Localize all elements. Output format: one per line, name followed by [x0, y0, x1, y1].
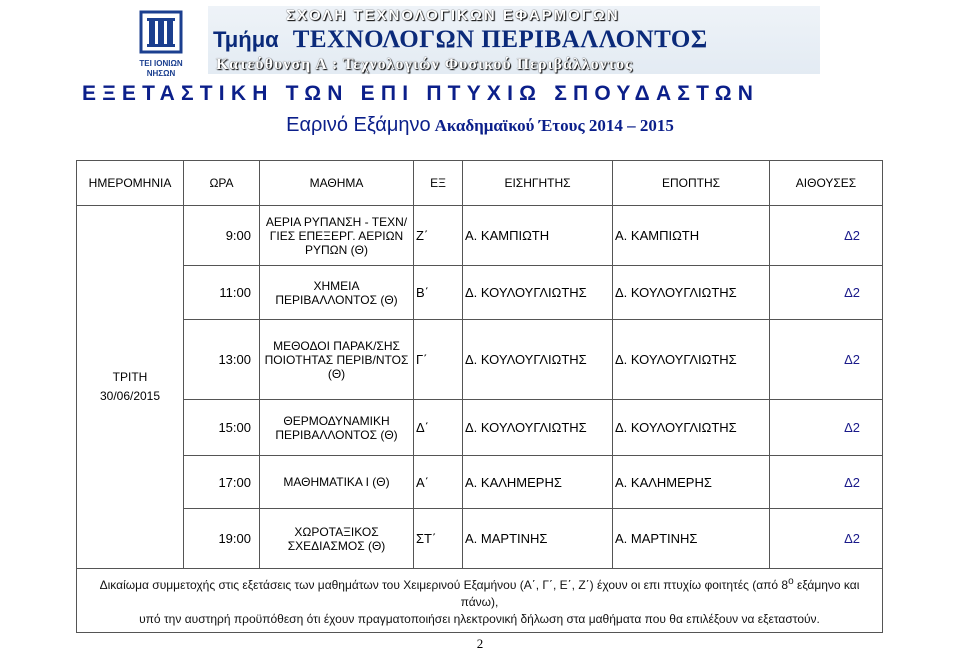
- supervisor-cell: Α. ΚΑΜΠΙΩΤΗ: [613, 206, 770, 266]
- header-lecturer: ΕΙΣΗΓΗΤΗΣ: [463, 161, 613, 206]
- course-cell: ΑΕΡΙΑ ΡΥΠΑΝΣΗ - ΤΕΧΝ/ΓΙΕΣ ΕΠΕΞΕΡΓ. ΑΕΡΙΩΝ ΡΥΠΩΝ (Θ): [260, 206, 414, 266]
- notice-line1: Δικαίωμα συμμετοχής στις εξετάσεις των μαθημάτων του Χειμερινού Εξαμήνου (Α΄, Γ΄, Ε΄, Ζ΄) έχουν οι επι πτυχίω φοιτητές (από 8: [99, 578, 789, 592]
- header-supervisor: ΕΠΟΠΤΗΣ: [613, 161, 770, 206]
- course-cell: ΧΗΜΕΙΑ ΠΕΡΙΒΑΛΛΟΝΤΟΣ (Θ): [260, 266, 414, 320]
- direction-label: Κατεύθυνση Α : Τεχνολογιών Φυσικού Περιβάλλοντος: [216, 56, 633, 73]
- notice-superscript: ο: [788, 576, 794, 587]
- course-cell: ΜΑΘΗΜΑΤΙΚΑ Ι (Θ): [260, 456, 414, 509]
- department-title: [213, 26, 708, 54]
- header-time: ΩΡΑ: [184, 161, 260, 206]
- tei-ionian-logo: [137, 8, 205, 82]
- header-semester: ΕΞ: [414, 161, 463, 206]
- time-cell: 13:00: [184, 320, 260, 400]
- page-number: 2: [476, 636, 484, 651]
- lecturer-cell: Δ. ΚΟΥΛΟΥΓΛΙΩΤΗΣ: [463, 400, 613, 456]
- time-cell: 19:00: [184, 509, 260, 569]
- svg-text:ΝΗΣΩΝ: ΝΗΣΩΝ: [146, 69, 176, 78]
- semester-cell: Ζ΄: [414, 206, 463, 266]
- header-date: ΗΜΕΡΟΜΗΝΙΑ: [77, 161, 184, 206]
- school-name: ΣΧΟΛΗ ΤΕΧΝΟΛΟΓΙΚΩΝ ΕΦΑΡΜΟΓΩΝ: [286, 7, 620, 24]
- room-cell: Δ2: [770, 509, 883, 569]
- lecturer-cell: Α. ΚΑΜΠΙΩΤΗ: [463, 206, 613, 266]
- time-cell: 17:00: [184, 456, 260, 509]
- table-row: [77, 206, 883, 266]
- lecturer-cell: Α. ΚΑΛΗΜΕΡΗΣ: [463, 456, 613, 509]
- table-row: [77, 400, 883, 456]
- exam-schedule-table: [76, 160, 883, 633]
- exam-day-cell: [77, 206, 184, 569]
- lecturer-cell: Α. ΜΑΡΤΙΝΗΣ: [463, 509, 613, 569]
- table-header-row: [77, 161, 883, 206]
- semester-cell: Β΄: [414, 266, 463, 320]
- academic-year-label: Ακαδημαϊκού Έτους 2014 – 2015: [434, 116, 674, 135]
- page-title: ΕΞΕΤΑΣΤΙΚΗ ΤΩΝ ΕΠΙ ΠΤΥΧΙΩ ΣΠΟΥΔΑΣΤΩΝ: [82, 82, 760, 105]
- page-subtitle: [0, 114, 960, 137]
- time-cell: 9:00: [184, 206, 260, 266]
- notice-line2: υπό την αυστηρή προϋπόθεση ότι έχουν πραγματοποιήσει ηλεκτρονική δήλωση στα μαθήματα που θα επιλέξουν να εξεταστούν.: [139, 612, 820, 626]
- table-row: [77, 456, 883, 509]
- notice-line1-end: εξάμηνο και πάνω),: [460, 578, 860, 609]
- time-cell: 15:00: [184, 400, 260, 456]
- semester-label: Εαρινό Εξάμηνο: [286, 114, 431, 136]
- semester-cell: ΣΤ΄: [414, 509, 463, 569]
- course-cell: ΜΕΘΟΔΟΙ ΠΑΡΑΚ/ΣΗΣ ΠΟΙΟΤΗΤΑΣ ΠΕΡΙΒ/ΝΤΟΣ (Θ): [260, 320, 414, 400]
- table-row: [77, 509, 883, 569]
- supervisor-cell: Δ. ΚΟΥΛΟΥΓΛΙΩΤΗΣ: [613, 320, 770, 400]
- supervisor-cell: Δ. ΚΟΥΛΟΥΓΛΙΩΤΗΣ: [613, 266, 770, 320]
- course-cell: ΧΩΡΟΤΑΞΙΚΟΣ ΣΧΕΔΙΑΣΜΟΣ (Θ): [260, 509, 414, 569]
- room-cell: Δ2: [770, 320, 883, 400]
- time-cell: 11:00: [184, 266, 260, 320]
- svg-text:ΤΕΙ ΙΟΝΙΩΝ: ΤΕΙ ΙΟΝΙΩΝ: [139, 59, 183, 68]
- semester-cell: Α΄: [414, 456, 463, 509]
- room-cell: Δ2: [770, 206, 883, 266]
- lecturer-cell: Δ. ΚΟΥΛΟΥΓΛΙΩΤΗΣ: [463, 266, 613, 320]
- room-cell: Δ2: [770, 400, 883, 456]
- room-cell: Δ2: [770, 266, 883, 320]
- semester-cell: Γ΄: [414, 320, 463, 400]
- header-rooms: ΑΙΘΟΥΣΕΣ: [770, 161, 883, 206]
- semester-cell: Δ΄: [414, 400, 463, 456]
- table-row: [77, 266, 883, 320]
- course-cell: ΘΕΡΜΟΔΥΝΑΜΙΚΗ ΠΕΡΙΒΑΛΛΟΝΤΟΣ (Θ): [260, 400, 414, 456]
- department-name: ΤΕΧΝΟΛΟΓΩΝ ΠΕΡΙΒΑΛΛΟΝΤΟΣ: [292, 26, 708, 53]
- eligibility-notice: [77, 569, 883, 633]
- header-course: ΜΑΘΗΜΑ: [260, 161, 414, 206]
- supervisor-cell: Δ. ΚΟΥΛΟΥΓΛΙΩΤΗΣ: [613, 400, 770, 456]
- room-cell: Δ2: [770, 456, 883, 509]
- supervisor-cell: Α. ΜΑΡΤΙΝΗΣ: [613, 509, 770, 569]
- notice-row: [77, 569, 883, 633]
- exam-date: 30/06/2015: [99, 389, 161, 403]
- department-prefix: Τμήμα: [213, 27, 279, 52]
- lecturer-cell: Δ. ΚΟΥΛΟΥΓΛΙΩΤΗΣ: [463, 320, 613, 400]
- supervisor-cell: Α. ΚΑΛΗΜΕΡΗΣ: [613, 456, 770, 509]
- table-row: [77, 320, 883, 400]
- exam-day: ΤΡΙΤΗ: [112, 370, 148, 384]
